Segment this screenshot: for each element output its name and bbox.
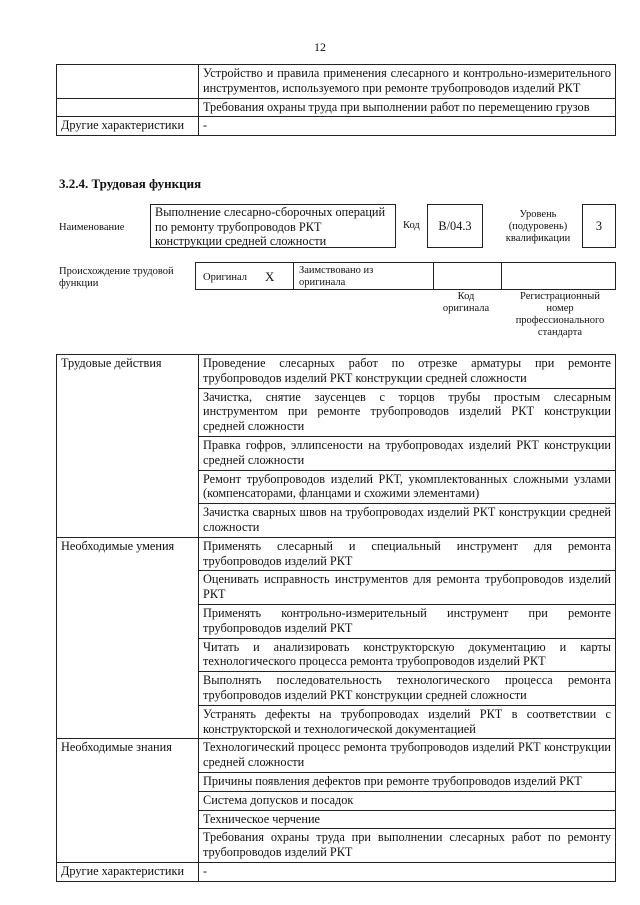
group-label: Необходимые знания [57, 739, 199, 863]
divider [293, 262, 294, 290]
table-row [57, 117, 616, 136]
regnum-caption: Регистрационный номер профессионального стандарта [515, 291, 605, 338]
table-row [57, 739, 616, 773]
group-label: Необходимые умения [57, 537, 199, 739]
main-table [56, 354, 616, 882]
table-row [57, 862, 616, 881]
row-label [57, 65, 199, 99]
table-row [57, 98, 616, 117]
table-row [57, 537, 616, 571]
requirement-item: Зачистка, снятие заусенцев с торцов трубы простым слесарным инструментом при ремонте трубопроводов изделий РКТ конструкции средней сложности [199, 388, 616, 436]
level-value: 3 [582, 204, 616, 248]
name-label: Наименование [59, 222, 125, 233]
requirement-item: Применять слесарный и специальный инструмент для ремонта трубопроводов изделий РКТ [199, 537, 616, 571]
original-label: Оригинал [203, 272, 247, 283]
group-label: Другие характеристики [57, 862, 199, 881]
requirement-item: Требования охраны труда при выполнении слесарных работ по ремонту трубопроводов изделий РКТ [199, 829, 616, 863]
row-text: - [199, 117, 616, 136]
origin-label: Происхождение трудовой функции [59, 266, 174, 289]
row-text: Устройство и правила применения слесарного и контрольно-измерительного инструментов, используемого при ремонте трубопроводов изделий РКТ [199, 65, 616, 99]
code-label: Код [403, 220, 420, 231]
requirement-item: Зачистка сварных швов на трубопроводах изделий РКТ конструкции средней сложности [199, 504, 616, 538]
function-code: В/04.3 [427, 204, 483, 248]
function-name: Выполнение слесарно-сборочных операций по ремонту трубопроводов РКТ конструкции средней сложности [150, 204, 396, 248]
table-row [57, 65, 616, 99]
row-label: Другие характеристики [57, 117, 199, 136]
row-label [57, 98, 199, 117]
requirement-item: Правка гофров, эллипсености на трубопроводах изделий РКТ конструкции средней сложности [199, 436, 616, 470]
requirement-item: Читать и анализировать конструкторскую документацию и карты технологического процесса ремонта трубопроводов изделий РКТ [199, 638, 616, 672]
table-row [57, 355, 616, 389]
divider [433, 262, 434, 290]
section-title: 3.2.4. Трудовая функция [59, 176, 202, 191]
requirement-item: Система допусков и посадок [199, 791, 616, 810]
requirement-item: Техническое черчение [199, 810, 616, 829]
requirement-item: Устранять дефекты на трубопроводах изделий РКТ в соответствии с конструкторской и технологической документацией [199, 705, 616, 739]
original-mark: X [265, 269, 275, 284]
requirement-item: Оценивать исправность инструментов для ремонта трубопроводов изделий РКТ [199, 571, 616, 605]
code-caption: Код оригинала [442, 291, 490, 314]
requirement-item: Ремонт трубопроводов изделий РКТ, укомплектованных сложными узлами (компенсаторами, фланцами и схожими элементами) [199, 470, 616, 504]
borrowed-label: Заимствовано из оригинала [299, 265, 374, 288]
level-label: Уровень (подуровень) квалификации [505, 209, 571, 244]
divider [501, 262, 502, 290]
requirement-item: - [199, 862, 616, 881]
requirement-item: Выполнять последовательность технологического процесса ремонта трубопроводов изделий РКТ конструкции средней сложности [199, 672, 616, 706]
requirement-item: Причины появления дефектов при ремонте трубопроводов изделий РКТ [199, 772, 616, 791]
origin-box [195, 262, 616, 290]
row-text: Требования охраны труда при выполнении работ по перемещению грузов [199, 98, 616, 117]
page-number: 12 [314, 40, 326, 54]
requirement-item: Проведение слесарных работ по отрезке арматуры при ремонте трубопроводов изделий РКТ конструкции средней сложности [199, 355, 616, 389]
group-label: Трудовые действия [57, 355, 199, 538]
top-table [56, 64, 616, 136]
requirement-item: Применять контрольно-измерительный инструмент при ремонте трубопроводов изделий РКТ [199, 604, 616, 638]
requirement-item: Технологический процесс ремонта трубопроводов изделий РКТ конструкции средней сложности [199, 739, 616, 773]
